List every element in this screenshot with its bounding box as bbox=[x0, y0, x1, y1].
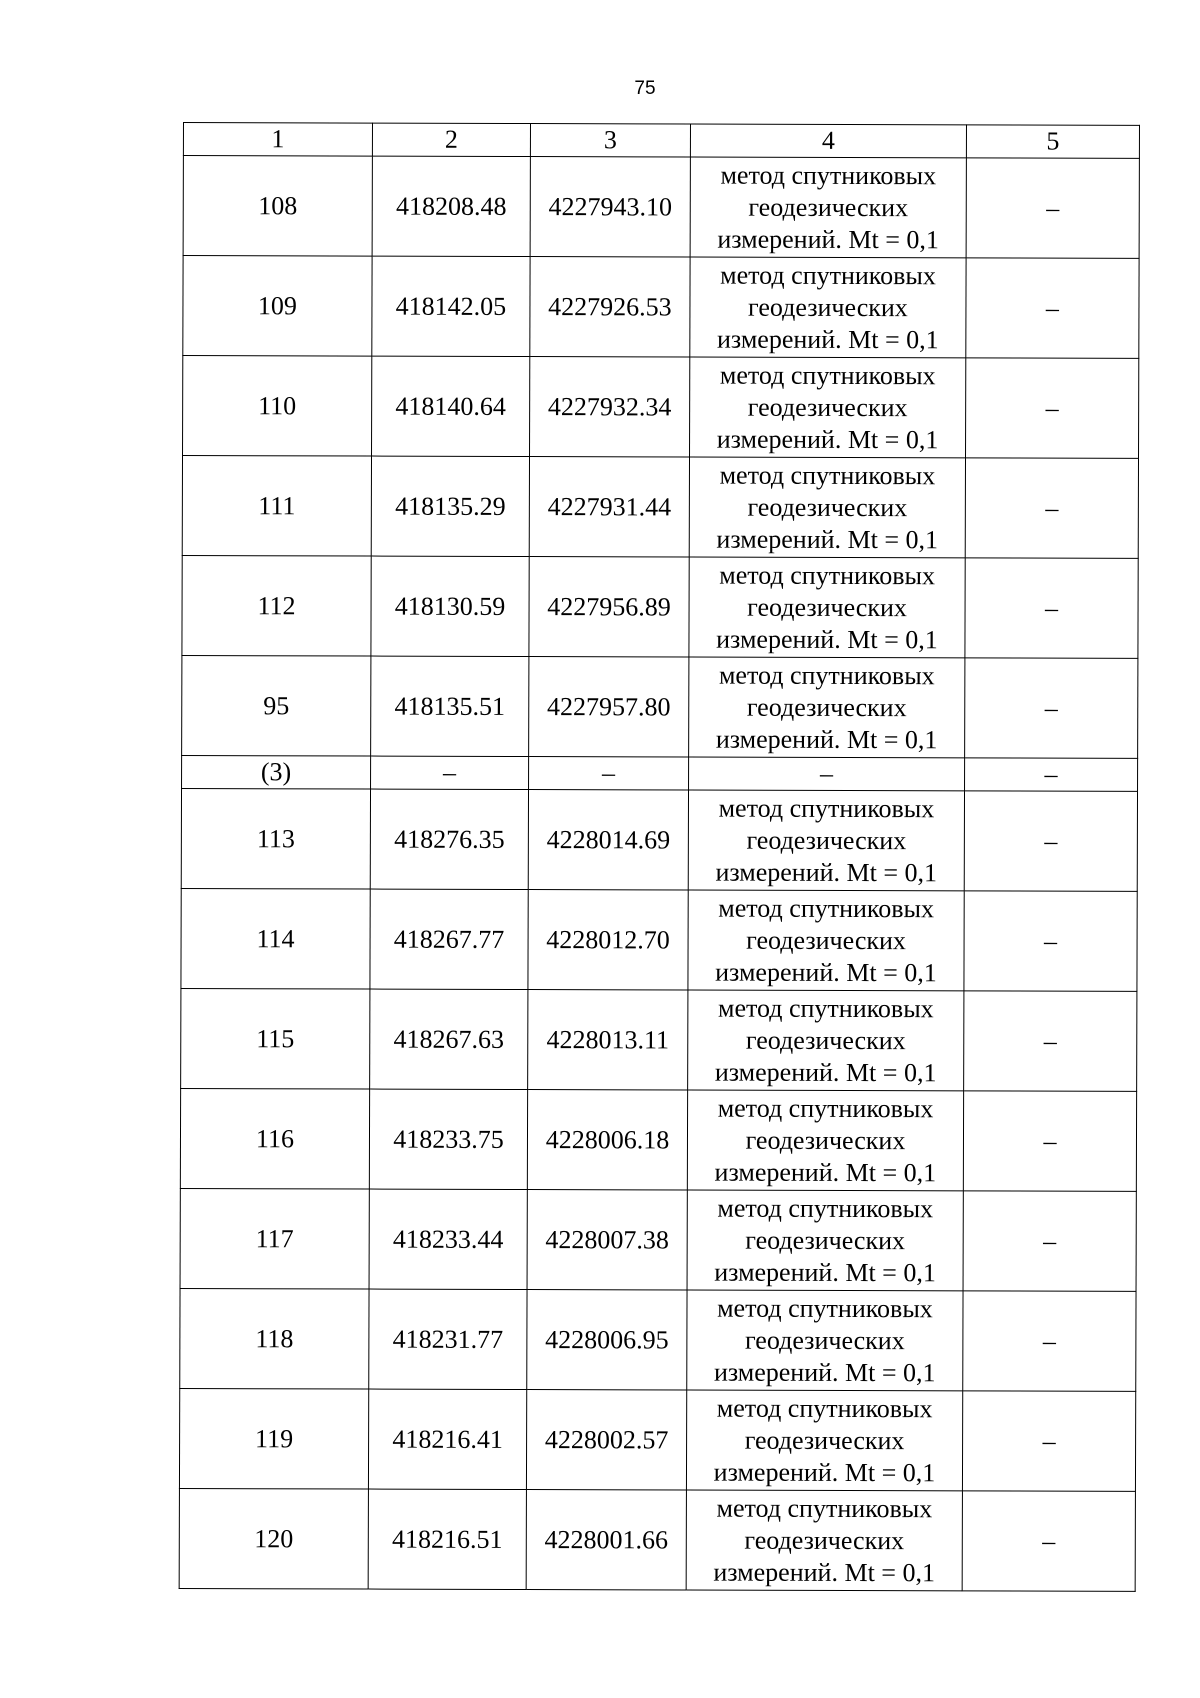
method-line: измерений. Mt = 0,1 bbox=[714, 1057, 937, 1087]
method-line: метод спутниковых bbox=[719, 460, 936, 490]
table-body bbox=[179, 123, 1139, 1592]
table-row bbox=[181, 888, 1137, 991]
y-coordinate-cell: 4227956.89 bbox=[529, 557, 689, 657]
table-row bbox=[183, 156, 1139, 259]
method-cell bbox=[687, 1190, 963, 1291]
point-number-cell: 109 bbox=[183, 256, 372, 357]
x-coordinate-cell: 418267.63 bbox=[370, 989, 528, 1089]
method-cell bbox=[689, 457, 965, 558]
table-row bbox=[182, 555, 1138, 658]
x-coordinate-cell: 418233.44 bbox=[369, 1189, 527, 1289]
method-line: измерений. Mt = 0,1 bbox=[717, 224, 939, 254]
method-line: метод спутниковых bbox=[716, 1393, 933, 1423]
table-row bbox=[179, 1388, 1135, 1491]
table-row bbox=[180, 1288, 1136, 1391]
x-coordinate-cell: 418276.35 bbox=[370, 789, 528, 889]
table-row bbox=[182, 655, 1138, 758]
point-number-cell: 116 bbox=[180, 1088, 369, 1189]
point-number-cell: 118 bbox=[180, 1288, 369, 1389]
point-number-cell: 120 bbox=[179, 1488, 368, 1589]
method-cell bbox=[689, 557, 965, 658]
method-line: измерений. Mt = 0,1 bbox=[716, 624, 938, 654]
method-line: измерений. Mt = 0,1 bbox=[714, 1257, 936, 1287]
section-row bbox=[182, 755, 1138, 791]
method-line: геодезических bbox=[746, 825, 907, 855]
point-number-cell: 108 bbox=[183, 156, 372, 257]
header-cell-4: 4 bbox=[690, 124, 966, 158]
method-cell bbox=[690, 157, 966, 258]
y-coordinate-cell: 4228012.70 bbox=[528, 890, 688, 990]
method-cell bbox=[687, 1290, 963, 1391]
note-cell: – bbox=[966, 358, 1139, 459]
method-line: геодезических bbox=[748, 192, 909, 222]
y-coordinate-cell: 4228006.18 bbox=[527, 1090, 687, 1190]
note-cell: – bbox=[966, 158, 1139, 259]
method-line: метод спутниковых bbox=[720, 260, 936, 290]
header-cell-2: 2 bbox=[372, 123, 530, 156]
method-line: геодезических bbox=[747, 392, 908, 422]
note-cell: – bbox=[963, 1291, 1136, 1392]
header-cell-5: 5 bbox=[966, 125, 1139, 159]
method-line: измерений. Mt = 0,1 bbox=[715, 724, 938, 754]
x-coordinate-cell: 418216.51 bbox=[368, 1489, 526, 1589]
note-cell: – bbox=[962, 1391, 1135, 1492]
x-coordinate-cell: 418142.05 bbox=[372, 256, 530, 356]
method-line: метод спутниковых bbox=[718, 793, 935, 823]
method-line: геодезических bbox=[744, 1425, 905, 1455]
method-line: метод спутниковых bbox=[717, 1093, 934, 1123]
y-coordinate-cell: 4228006.95 bbox=[527, 1290, 687, 1390]
x-coordinate-cell: 418135.51 bbox=[371, 656, 529, 756]
page-number: 75 bbox=[634, 78, 656, 99]
method-line: измерений. Mt = 0,1 bbox=[713, 1357, 936, 1387]
header-cell-1: 1 bbox=[183, 123, 372, 157]
section-cell: – bbox=[529, 757, 689, 790]
method-cell bbox=[686, 1490, 962, 1591]
table-header-row bbox=[183, 123, 1139, 159]
point-number-cell: 113 bbox=[181, 788, 370, 889]
method-line: измерений. Mt = 0,1 bbox=[717, 324, 939, 354]
y-coordinate-cell: 4227932.34 bbox=[530, 357, 690, 457]
method-cell bbox=[690, 357, 966, 458]
method-cell bbox=[689, 657, 965, 758]
y-coordinate-cell: 4228013.11 bbox=[528, 990, 688, 1090]
method-line: метод спутниковых bbox=[717, 1193, 934, 1223]
table-row bbox=[183, 256, 1139, 359]
method-line: метод спутниковых bbox=[717, 993, 934, 1023]
point-number-cell: 112 bbox=[182, 555, 371, 656]
table-row bbox=[181, 788, 1137, 891]
x-coordinate-cell: 418140.64 bbox=[372, 356, 530, 456]
point-number-cell: 95 bbox=[182, 655, 371, 756]
x-coordinate-cell: 418208.48 bbox=[372, 156, 530, 256]
y-coordinate-cell: 4227931.44 bbox=[529, 457, 689, 557]
method-line: геодезических bbox=[745, 1125, 906, 1155]
x-coordinate-cell: 418231.77 bbox=[369, 1289, 527, 1389]
method-cell bbox=[688, 790, 964, 891]
method-line: измерений. Mt = 0,1 bbox=[716, 424, 939, 454]
table-row bbox=[181, 988, 1137, 1091]
section-cell: – bbox=[371, 756, 529, 789]
method-line: метод спутниковых bbox=[719, 560, 936, 590]
method-line: измерений. Mt = 0,1 bbox=[715, 857, 938, 887]
header-cell-3: 3 bbox=[530, 124, 690, 157]
note-cell: – bbox=[962, 1491, 1135, 1592]
note-cell: – bbox=[964, 791, 1137, 892]
note-cell: – bbox=[965, 658, 1138, 759]
method-cell bbox=[688, 890, 964, 991]
y-coordinate-cell: 4227957.80 bbox=[529, 657, 689, 757]
y-coordinate-cell: 4228002.57 bbox=[526, 1390, 686, 1490]
method-line: измерений. Mt = 0,1 bbox=[715, 957, 937, 987]
coordinates-table bbox=[179, 122, 1140, 1592]
method-line: измерений. Mt = 0,1 bbox=[716, 524, 939, 554]
x-coordinate-cell: 418135.29 bbox=[371, 456, 529, 556]
note-cell: – bbox=[963, 1091, 1136, 1192]
method-line: метод спутниковых bbox=[717, 1293, 933, 1323]
y-coordinate-cell: 4227926.53 bbox=[530, 257, 690, 357]
method-line: метод спутниковых bbox=[720, 160, 937, 190]
table-row bbox=[179, 1488, 1135, 1591]
method-line: геодезических bbox=[747, 492, 908, 522]
point-number-cell: 117 bbox=[180, 1188, 369, 1289]
section-cell: (3) bbox=[182, 755, 371, 789]
method-line: метод спутниковых bbox=[718, 893, 935, 923]
method-cell bbox=[690, 257, 966, 358]
section-cell: – bbox=[689, 757, 965, 791]
method-line: геодезических bbox=[746, 925, 906, 955]
method-line: геодезических bbox=[744, 1525, 905, 1555]
x-coordinate-cell: 418233.75 bbox=[369, 1089, 527, 1189]
method-line: метод спутниковых bbox=[719, 360, 936, 390]
method-line: геодезических bbox=[746, 692, 907, 722]
method-line: измерений. Mt = 0,1 bbox=[714, 1157, 937, 1187]
method-line: геодезических bbox=[747, 592, 907, 622]
y-coordinate-cell: 4227943.10 bbox=[530, 157, 690, 257]
x-coordinate-cell: 418267.77 bbox=[370, 889, 528, 989]
method-line: измерений. Mt = 0,1 bbox=[713, 1557, 936, 1587]
y-coordinate-cell: 4228007.38 bbox=[527, 1190, 687, 1290]
note-cell: – bbox=[965, 458, 1138, 559]
y-coordinate-cell: 4228014.69 bbox=[528, 790, 688, 890]
y-coordinate-cell: 4228001.66 bbox=[526, 1490, 686, 1590]
point-number-cell: 114 bbox=[181, 888, 370, 989]
point-number-cell: 115 bbox=[181, 988, 370, 1089]
note-cell: – bbox=[963, 1191, 1136, 1292]
x-coordinate-cell: 418130.59 bbox=[371, 556, 529, 656]
method-cell bbox=[686, 1390, 962, 1491]
point-number-cell: 111 bbox=[182, 456, 371, 557]
section-cell: – bbox=[965, 758, 1138, 792]
note-cell: – bbox=[964, 891, 1137, 992]
method-cell bbox=[688, 990, 964, 1091]
table-row bbox=[180, 1088, 1136, 1191]
note-cell: – bbox=[964, 991, 1137, 1092]
point-number-cell: 110 bbox=[183, 356, 372, 457]
method-line: геодезических bbox=[745, 1225, 906, 1255]
note-cell: – bbox=[965, 558, 1138, 659]
note-cell: – bbox=[966, 258, 1139, 359]
x-coordinate-cell: 418216.41 bbox=[368, 1389, 526, 1489]
method-line: измерений. Mt = 0,1 bbox=[713, 1457, 936, 1487]
method-line: метод спутниковых bbox=[718, 660, 935, 690]
method-line: метод спутниковых bbox=[716, 1493, 933, 1523]
method-cell bbox=[687, 1090, 963, 1191]
table-row bbox=[183, 356, 1139, 459]
table-row bbox=[182, 456, 1138, 559]
table-row bbox=[180, 1188, 1136, 1291]
method-line: геодезических bbox=[748, 292, 908, 322]
method-line: геодезических bbox=[744, 1325, 905, 1355]
method-line: геодезических bbox=[745, 1025, 906, 1055]
point-number-cell: 119 bbox=[179, 1388, 368, 1489]
